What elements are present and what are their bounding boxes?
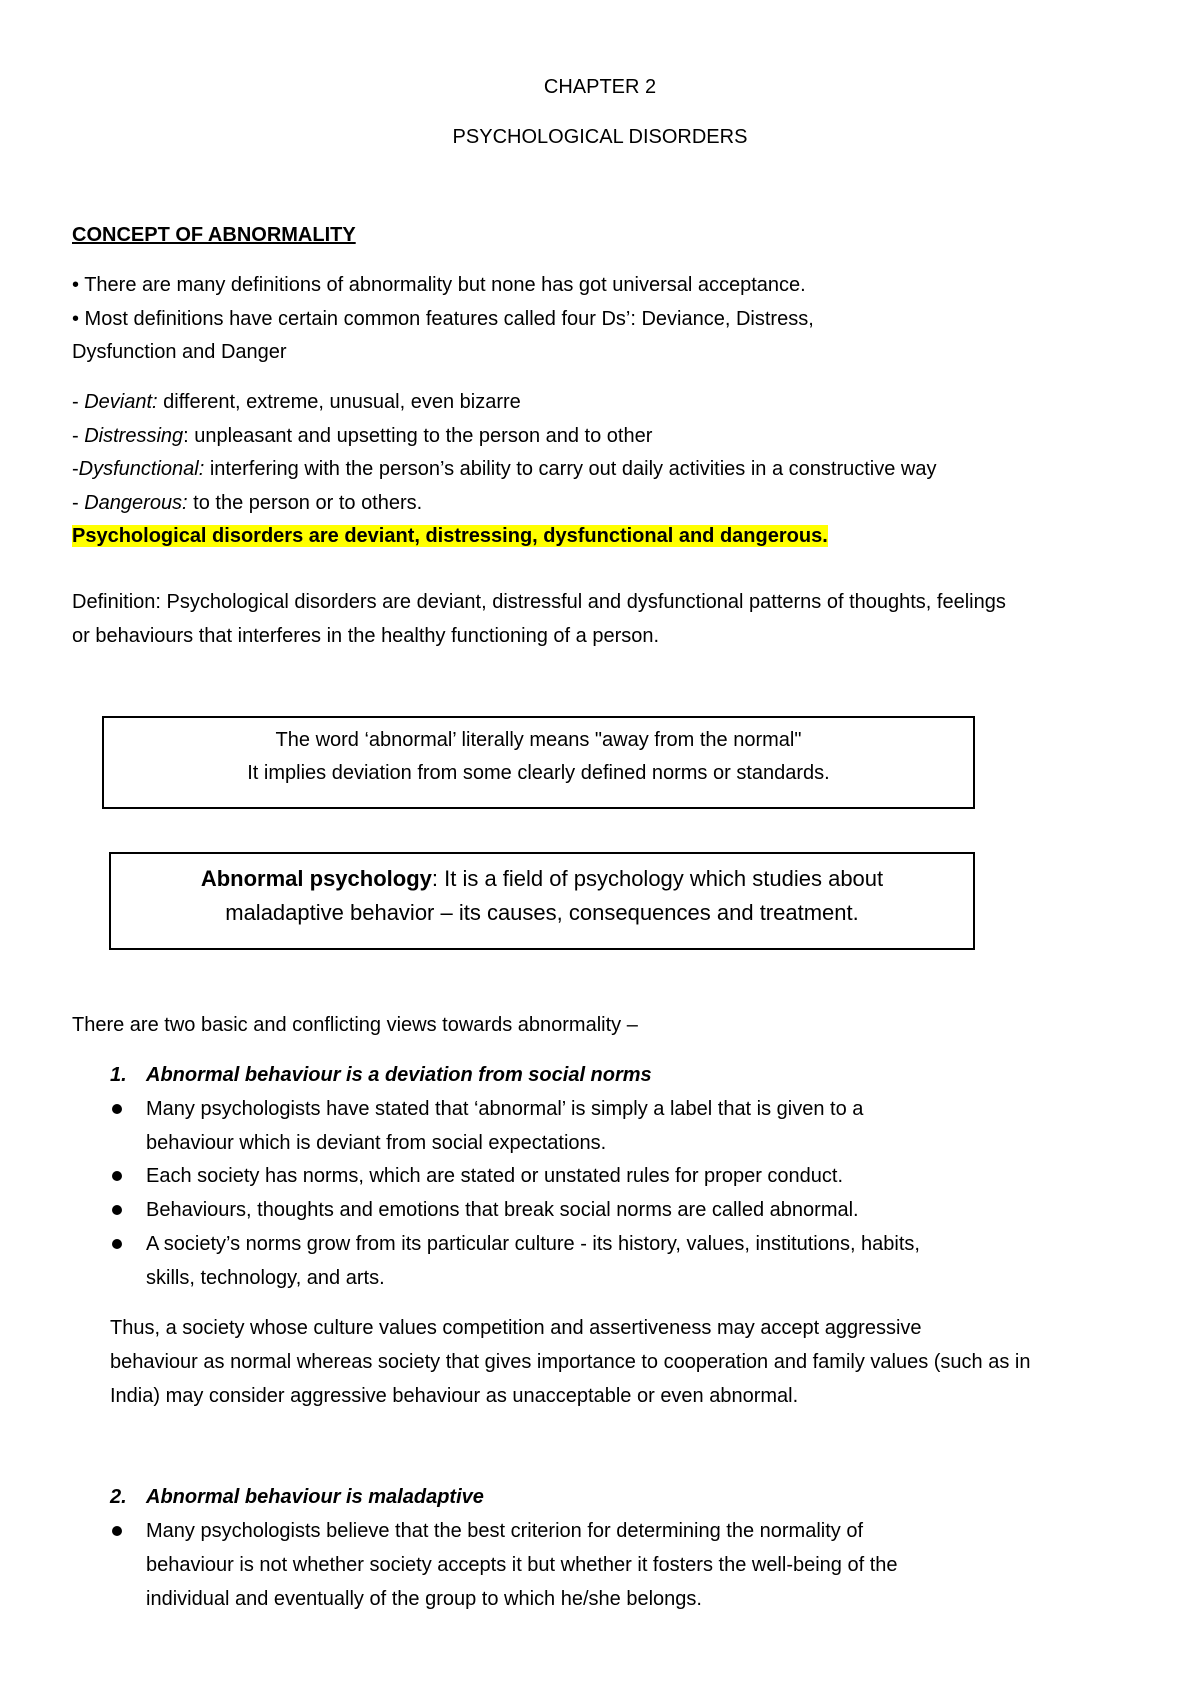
box2-line-2: maladaptive behavior – its causes, consequences and treatment. xyxy=(225,900,859,925)
view-1-bullet-4-line-1: A society’s norms grow from its particular culture - its history, values, institutions, habits, xyxy=(146,1233,920,1255)
view-2-number: 2. xyxy=(110,1486,127,1508)
d-text: to the person or to others. xyxy=(187,492,423,514)
intro-line-1: • There are many definitions of abnormality but none has got universal acceptance. xyxy=(72,274,806,296)
d-term: Distressing xyxy=(84,425,184,447)
abnormal-psychology-box xyxy=(109,852,975,950)
definition-line-1: Definition: Psychological disorders are deviant, distressful and dysfunctional patterns of thoughts, feelings xyxy=(72,591,1006,613)
view-1-title: Abnormal behaviour is a deviation from social norms xyxy=(146,1064,652,1086)
intro-line-3: Dysfunction and Danger xyxy=(72,341,287,363)
d-deviant xyxy=(72,390,521,414)
bullet-icon xyxy=(112,1171,122,1181)
definition-line-2: or behaviours that interferes in the healthy functioning of a person. xyxy=(72,625,660,647)
d-text: : unpleasant and upsetting to the person and to other xyxy=(183,425,653,447)
view-1-bullet-3: Behaviours, thoughts and emotions that break social norms are called abnormal. xyxy=(146,1199,859,1221)
bullet-icon xyxy=(112,1239,122,1249)
view-2-bullet-1-line-2: behaviour is not whether society accepts it but whether it fosters the well-being of the xyxy=(146,1554,898,1576)
view-1-number: 1. xyxy=(110,1064,127,1086)
box2-term: Abnormal psychology xyxy=(200,866,432,891)
highlight-summary xyxy=(72,524,828,548)
view-1-bullet-2: Each society has norms, which are stated or unstated rules for proper conduct. xyxy=(146,1165,844,1187)
view-1-bullet-1-line-2: behaviour which is deviant from social expectations. xyxy=(146,1132,607,1154)
d-term: Deviant: xyxy=(84,391,158,413)
d-prefix: - xyxy=(72,458,79,480)
view-1-paragraph-line-2: behaviour as normal whereas society that gives importance to cooperation and family values (such as in xyxy=(110,1351,1031,1373)
bullet-icon xyxy=(112,1104,122,1114)
views-intro: There are two basic and conflicting views towards abnormality – xyxy=(72,1014,638,1036)
highlighted-text: Psychological disorders are deviant, distressing, dysfunctional and dangerous. xyxy=(72,525,828,547)
bullet-icon xyxy=(112,1526,122,1536)
view-2-title: Abnormal behaviour is maladaptive xyxy=(146,1486,484,1508)
view-2-bullet-1-line-3: individual and eventually of the group to which he/she belongs. xyxy=(146,1588,702,1610)
d-term: Dysfunctional: xyxy=(78,458,205,480)
view-1-paragraph-line-1: Thus, a society whose culture values competition and assertiveness may accept aggressive xyxy=(110,1317,922,1339)
view-1-bullet-1-line-1: Many psychologists have stated that ‘abnormal’ is simply a label that is given to a xyxy=(146,1098,864,1120)
chapter-label: CHAPTER 2 xyxy=(543,76,657,98)
abnormal-meaning-box xyxy=(102,716,975,809)
view-1-bullet-4-line-2: skills, technology, and arts. xyxy=(146,1267,385,1289)
d-prefix: - xyxy=(72,492,85,514)
d-dysfunctional xyxy=(72,457,936,481)
d-text: interfering with the person’s ability to carry out daily activities in a constructive way xyxy=(204,458,937,480)
d-prefix: - xyxy=(72,391,85,413)
box2-line1-rest: : It is a field of psychology which studies about xyxy=(431,866,884,891)
d-dangerous xyxy=(72,491,422,515)
view-1-paragraph-line-3: India) may consider aggressive behaviour as unacceptable or even abnormal. xyxy=(110,1385,799,1407)
intro-line-2: • Most definitions have certain common features called four Ds’: Deviance, Distress, xyxy=(72,308,814,330)
bullet-icon xyxy=(112,1205,122,1215)
box1-line-2: It implies deviation from some clearly defined norms or standards. xyxy=(247,762,830,784)
d-term: Dangerous: xyxy=(84,492,188,514)
section-heading: CONCEPT OF ABNORMALITY xyxy=(72,224,356,246)
view-2-bullet-1-line-1: Many psychologists believe that the best criterion for determining the normality of xyxy=(146,1520,864,1542)
box1-line-1: The word ‘abnormal’ literally means "away from the normal" xyxy=(275,729,802,751)
d-prefix: - xyxy=(72,425,85,447)
d-text: different, extreme, unusual, even bizarre xyxy=(157,391,521,413)
box2-line-1 xyxy=(111,866,973,892)
d-distressing xyxy=(72,424,652,448)
chapter-title: PSYCHOLOGICAL DISORDERS xyxy=(452,126,748,148)
